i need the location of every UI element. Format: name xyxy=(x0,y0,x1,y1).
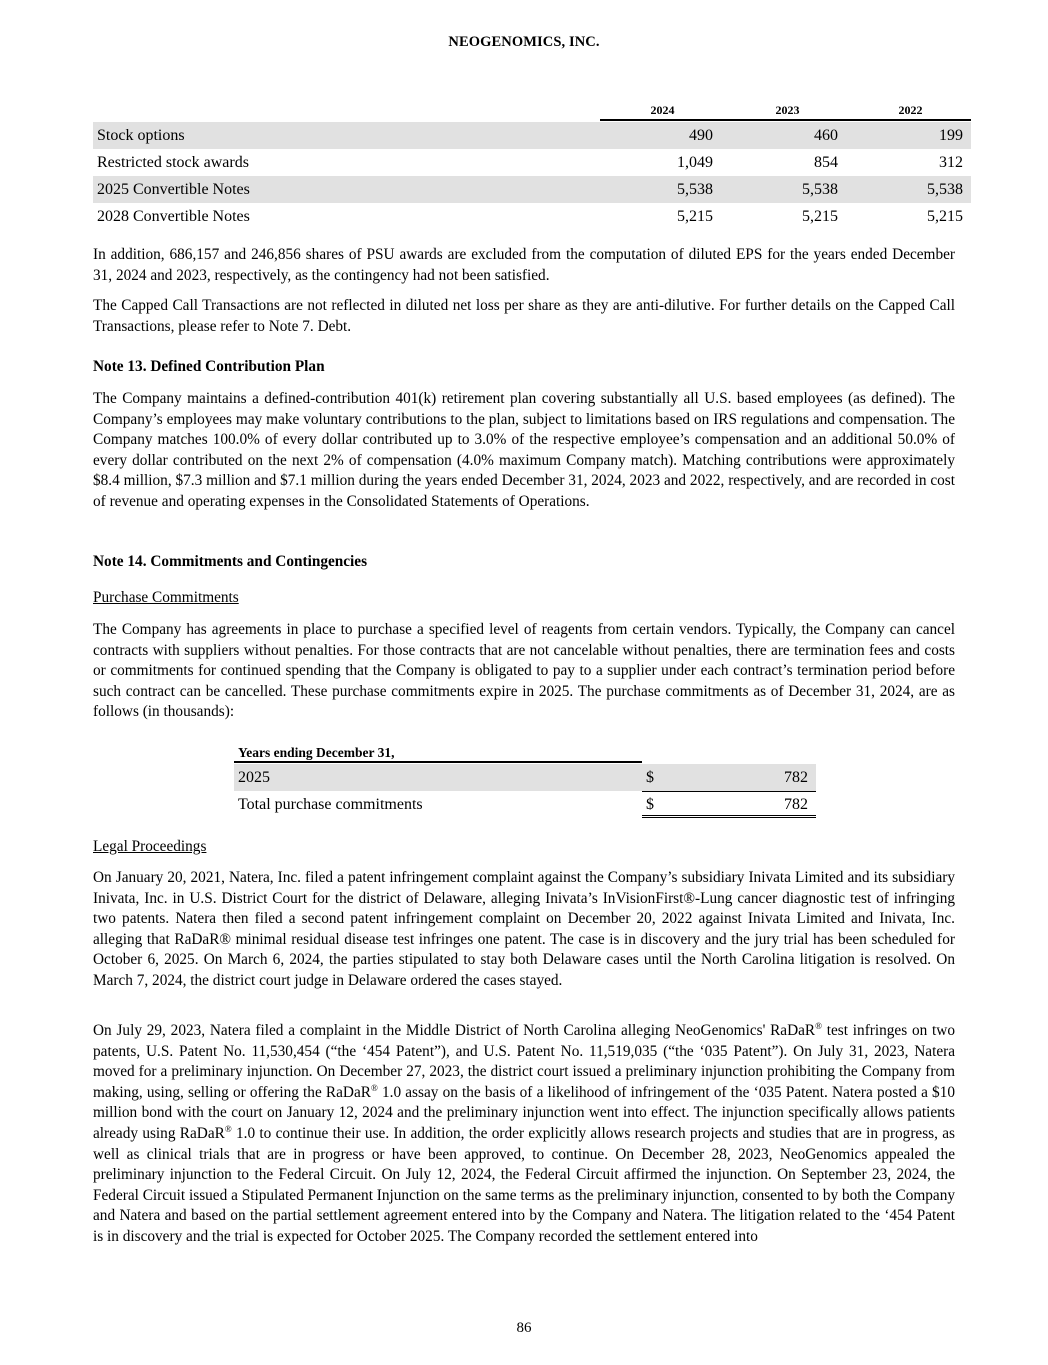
row-label: 2028 Convertible Notes xyxy=(97,208,250,225)
antidilutive-table xyxy=(93,100,971,230)
registered-mark: ® xyxy=(370,1082,378,1093)
legal-text-c: 1.0 assay on the basis of a likelihood of infringement of the ‘035 Patent. Natera posted a $10 million bond with the court on January 12, 2024 and the preliminary injunction went into effect. The injunction specifically allows patients already using RaDaR xyxy=(93,1083,955,1142)
column-header: 2022 xyxy=(850,103,971,121)
legal-text-b: test infringes on two patents, U.S. Patent No. 11,530,454 (“the ‘454 Patent”), and U.S. Patent No. 11,519,035 (“the ‘035 Patent”). On July 31, 2023, Natera moved for a preliminary injunction. On December 27, 2023, the district court issued a preliminary injunction prohibiting the Company from making, using, selling or offering the RaDaR xyxy=(93,1022,955,1101)
row-label: 2025 Convertible Notes xyxy=(97,181,250,198)
purchase-commitments-paragraph: The Company has agreements in place to purchase a specified level of reagents from certain vendors. Typically, the Company can cancel contracts with suppliers without penalties. For those contracts that are not cancelable without penalties, there are termination fees and costs or commitments for continued spending that the Company is obligated to pay to a supplier under each contract’s termination period before such contract can be cancelled. These purchase commitments expire in 2025. The purchase commitments as of December 31, 2024, are as follows (in thousands): xyxy=(93,621,955,721)
company-header: NEOGENOMICS, INC. xyxy=(448,34,600,50)
registered-mark: ® xyxy=(224,1123,232,1134)
table-header xyxy=(234,742,816,764)
years-header: Years ending December 31, xyxy=(234,745,642,763)
row-label: Total purchase commitments xyxy=(238,796,423,813)
total-row xyxy=(234,791,816,818)
page-number: 86 xyxy=(516,1320,532,1336)
legal-text-d: 1.0 to continue their use. In addition, the order explicitly allows research projects and studies that are in progress, as well as clinical trials that are in progress or have been approved, to continue. On December 28, 2023, NeoGenomics appealed the preliminary injunction to the Federal Circuit. On July 12, 2024, the Federal Circuit affirmed the injunction. On September 23, 2024, the Federal Circuit issued a Stipulated Permanent Injunction on the same terms as the preliminary injunction, consented to by both the Company and Natera and based on the partial settlement agreement entered into by the Company and Natera. The litigation related to the ‘454 Patent is in discovery and the trial is expected for October 2025. The Company recorded the settlement entered into xyxy=(93,1124,955,1245)
cell-2023: 854 xyxy=(814,154,838,171)
row-label: Stock options xyxy=(97,127,185,144)
cell-2024: 5,538 xyxy=(677,181,713,198)
amount: 782 xyxy=(784,769,808,786)
column-header: 2023 xyxy=(725,103,850,121)
capped-call-paragraph: The Capped Call Transactions are not reflected in diluted net loss per share as they are anti-dilutive. For further details on the Capped Call Transactions, please refer to Note 7. Debt. xyxy=(93,297,955,335)
note-13-paragraph: The Company maintains a defined-contribution 401(k) retirement plan covering substantially all U.S. based employees (as defined). The Company’s employees may make voluntary contributions to the plan, subject to limitations based on IRS regulations and compensation. The Company matches 100.0% of every dollar contributed up to 3.0% of the respective employee’s compensation and an additional 50.0% of every dollar contributed on the next 2% of compensation (4.0% maximum Company match). Matching contributions were approximately $8.4 million, $7.3 million and $7.1 million during the years ended December 31, 2024, 2023 and 2022, respectively, and are recorded in cost of revenue and operating expenses in the Consolidated Statements of Operations. xyxy=(93,390,955,510)
currency-symbol: $ xyxy=(646,796,654,813)
cell-2022: 5,215 xyxy=(927,208,963,225)
table-header xyxy=(93,100,971,122)
table-row xyxy=(93,176,971,203)
legal-proceedings-heading: Legal Proceedings xyxy=(93,838,207,855)
legal-paragraph-1: On January 20, 2021, Natera, Inc. filed a patent infringement complaint against the Company’s subsidiary Inivata Limited and its subsidiary Inivata, Inc. in U.S. District Court for the district of Delaware, alleging Inivata’s InVisionFirst®-Lung cancer diagnostic test of infringing two patents. Natera then filed a second patent infringement complaint on December 20, 2022 against Inivata Limited and Inivata, Inc. alleging that RaDaR® minimal residual disease test infringes one patent. The case is in discovery and the jury trial has been scheduled for October 6, 2025. On March 6, 2024, the parties stipulated to stay both Delaware cases until the North Carolina litigation is resolved. On March 7, 2024, the district court judge in Delaware ordered the cases stayed. xyxy=(93,869,955,989)
cell-2024: 5,215 xyxy=(677,208,713,225)
purchase-commitments-table xyxy=(234,742,816,818)
table-row xyxy=(234,764,816,791)
cell-2023: 5,215 xyxy=(802,208,838,225)
amount: 782 xyxy=(784,796,808,813)
row-label: 2025 xyxy=(238,769,270,786)
cell-2023: 5,538 xyxy=(802,181,838,198)
note-14-heading: Note 14. Commitments and Contingencies xyxy=(93,553,368,570)
table-row xyxy=(93,122,971,149)
column-header: 2024 xyxy=(600,103,725,121)
cell-2024: 1,049 xyxy=(677,154,713,171)
cell-2022: 5,538 xyxy=(927,181,963,198)
cell-2022: 312 xyxy=(939,154,963,171)
registered-mark: ® xyxy=(815,1020,822,1031)
currency-symbol: $ xyxy=(646,769,654,786)
cell-2022: 199 xyxy=(939,127,963,144)
legal-paragraph-2 xyxy=(93,1021,955,1248)
cell-2023: 460 xyxy=(814,127,838,144)
table-row xyxy=(93,203,971,230)
cell-2024: 490 xyxy=(689,127,713,144)
purchase-commitments-heading: Purchase Commitments xyxy=(93,589,239,606)
row-label: Restricted stock awards xyxy=(97,154,249,171)
psu-paragraph: In addition, 686,157 and 246,856 shares of PSU awards are excluded from the computation of diluted EPS for the years ended December 31, 2024 and 2023, respectively, as the contingency had not been satisfied. xyxy=(93,246,955,284)
table-row xyxy=(93,149,971,176)
note-13-heading: Note 13. Defined Contribution Plan xyxy=(93,358,325,375)
legal-text-a: On July 29, 2023, Natera filed a complaint in the Middle District of North Carolina alleging NeoGenomics' RaDaR xyxy=(93,1022,816,1039)
